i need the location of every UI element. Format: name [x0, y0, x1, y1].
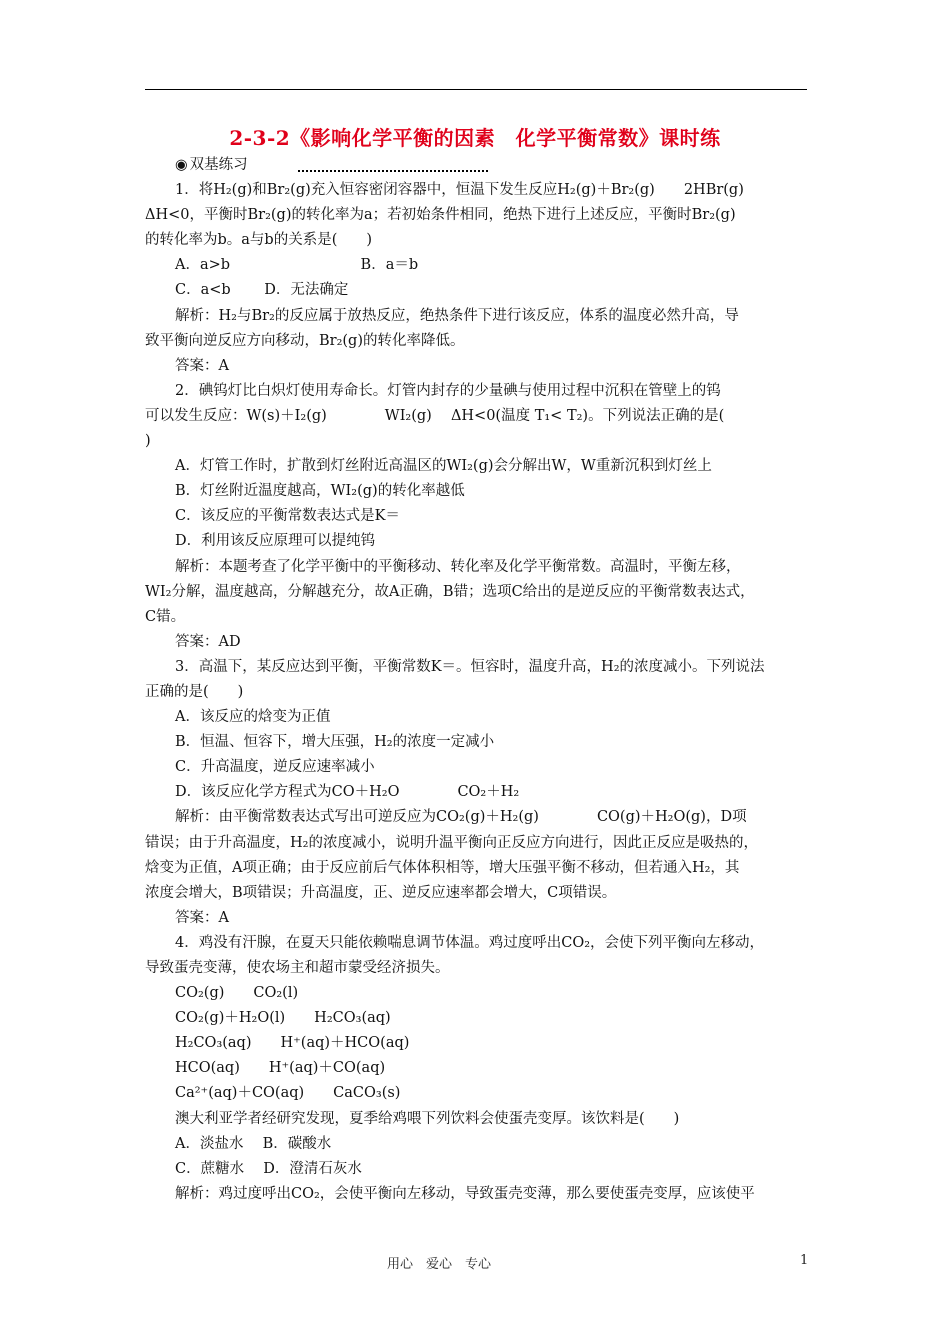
text-line: C．蔗糖水 D．澄清石灰水	[175, 1160, 362, 1177]
text-line: B．灯丝附近温度越高，WI₂(g)的转化率越低	[175, 483, 465, 500]
text-line: 澳大利亚学者经研究发现，夏季给鸡喂下列饮料会使蛋壳变厚。该饮料是( )	[175, 1110, 680, 1127]
text-line: C．a<b D．无法确定	[175, 282, 349, 299]
text-line: 解析：本题考查了化学平衡中的平衡移动、转化率及化学平衡常数。高温时，平衡左移，	[175, 558, 741, 575]
text-line: 2．碘钨灯比白炽灯使用寿命长。灯管内封存的少量碘与使用过程中沉积在管壁上的钨	[175, 382, 721, 399]
text-line: 致平衡向逆反应方向移动，Br₂(g)的转化率降低。	[145, 332, 465, 349]
text-line: C．该反应的平衡常数表达式是K＝	[175, 508, 400, 525]
text-line: 4．鸡没有汗腺，在夏天只能依赖喘息调节体温。鸡过度呼出CO₂，会使下列平衡向左移动，	[175, 934, 765, 951]
text-line: CO₂(g)＋H₂O(l) H₂CO₃(aq)	[175, 1010, 391, 1027]
document-body	[145, 153, 809, 1207]
text-lines	[145, 178, 809, 1207]
text-line: 错误；由于升高温度，H₂的浓度减小，说明升温平衡向正反应方向进行，因此正反应是吸热的，	[145, 834, 758, 851]
text-line: WI₂分解，温度越高，分解越充分，故A正确，B错；选项C给出的是逆反应的平衡常数表达式，	[145, 583, 755, 600]
text-line: 正确的是( )	[145, 683, 244, 700]
header-rule	[145, 89, 807, 90]
text-line: A．a>b B．a＝b	[175, 257, 419, 274]
section-label: ◉ 双基练习	[145, 153, 809, 178]
text-line: D．利用该反应原理可以提纯钨	[175, 533, 376, 550]
text-line: C．升高温度，逆反应速率减小	[175, 759, 375, 776]
text-line: 答案：A	[175, 909, 229, 926]
text-line: ΔH<0，平衡时Br₂(g)的转化率为a；若初始条件相同，绝热下进行上述反应，平衡时Br₂(g)	[145, 207, 736, 224]
text-line: A．灯管工作时，扩散到灯丝附近高温区的WI₂(g)会分解出W，W重新沉积到灯丝上	[175, 458, 712, 475]
text-line: 导致蛋壳变薄，使农场主和超市蒙受经济损失。	[145, 960, 450, 976]
text-line: B．恒温、恒容下，增大压强，H₂的浓度一定减小	[175, 734, 495, 751]
text-line: 焓变为正值，A项正确；由于反应前后气体体积相等，增大压强平衡不移动，但若通入H₂，其	[145, 859, 740, 876]
text-line: A．淡盐水 B．碳酸水	[175, 1135, 332, 1152]
text-line: A．该反应的焓变为正值	[175, 709, 331, 726]
text-line: 3．高温下，某反应达到平衡，平衡常数K＝。恒容时，温度升高，H₂的浓度减小。下列说法	[175, 658, 765, 675]
text-line: 的转化率为b。a与b的关系是( )	[145, 232, 373, 249]
text-line: 答案：AD	[175, 633, 241, 650]
text-line: D．该反应化学方程式为CO＋H₂O CO₂＋H₂	[175, 784, 520, 801]
text-line: 解析：H₂与Br₂的反应属于放热反应，绝热条件下进行该反应，体系的温度必然升高，导	[175, 307, 739, 324]
text-line: HCO(aq) H⁺(aq)＋CO(aq)	[175, 1060, 386, 1077]
text-line: 1．将H₂(g)和Br₂(g)充入恒容密闭容器中，恒温下发生反应H₂(g)＋Br₂(g) 2HBr(g)	[175, 182, 744, 199]
text-line: 解析：由平衡常数表达式写出可逆反应为CO₂(g)＋H₂(g) CO(g)＋H₂O(g)，D项	[175, 809, 747, 826]
text-line: Ca²⁺(aq)＋CO(aq) CaCO₃(s)	[175, 1085, 401, 1102]
text-line: H₂CO₃(aq) H⁺(aq)＋HCO(aq)	[175, 1035, 410, 1052]
text-line: )	[145, 433, 151, 450]
text-line: 答案：A	[175, 357, 229, 374]
footer-motto: 用心 爱心 专心	[387, 1257, 492, 1272]
page-number: 1	[800, 1253, 809, 1268]
text-line: 解析：鸡过度呼出CO₂，会使平衡向左移动，导致蛋壳变薄，那么要使蛋壳变厚，应该使平	[175, 1185, 755, 1202]
text-line: C错。	[145, 608, 186, 625]
page-title: 2-3-2《影响化学平衡的因素 化学平衡常数》课时练	[229, 126, 721, 150]
text-line: 可以发生反应：W(s)＋I₂(g) WI₂(g) ΔH<0(温度 T₁< T₂)。下列说法正确的是(	[145, 407, 725, 424]
text-line: CO₂(g) CO₂(l)	[175, 985, 299, 1002]
text-line: 浓度会增大，B项错误；升高温度，正、逆反应速率都会增大，C项错误。	[145, 884, 617, 901]
